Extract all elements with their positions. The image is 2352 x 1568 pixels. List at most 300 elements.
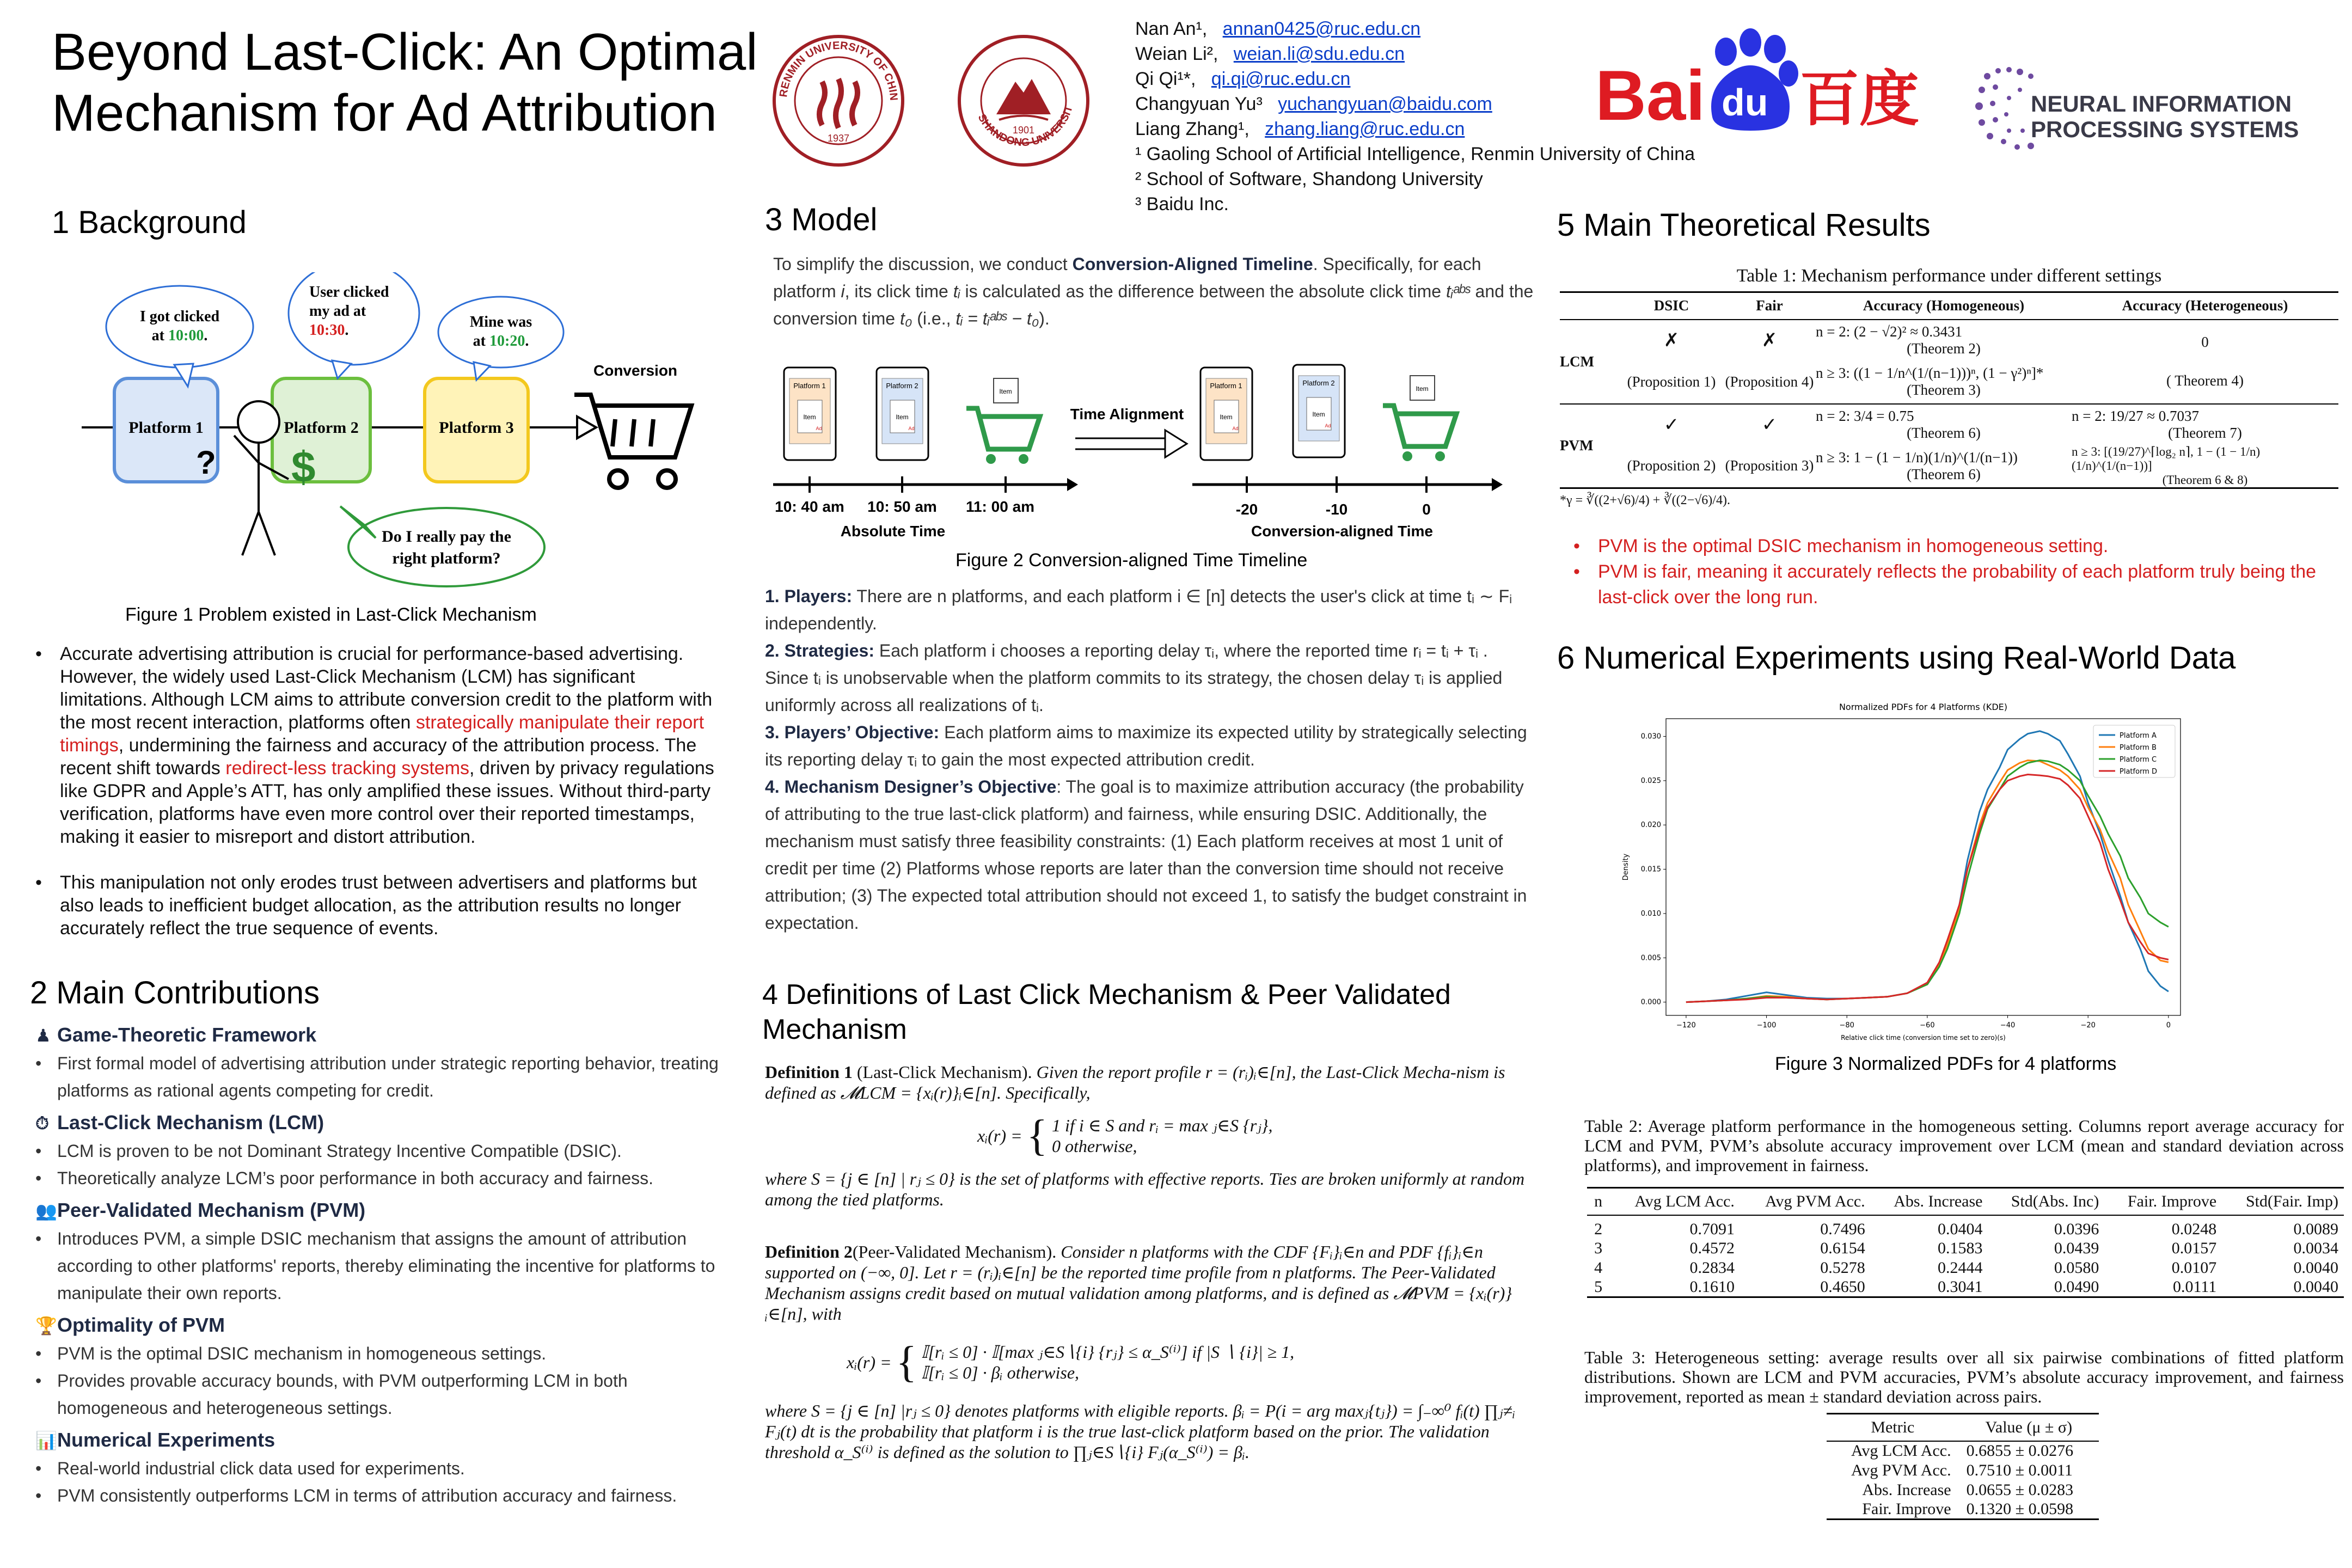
- text-span: is calculated as the difference between the absolute click time: [960, 281, 1446, 301]
- item-text: Each platform i chooses a reporting delay τᵢ, where the reported time rᵢ = tᵢ + τᵢ . Since tᵢ is unobservable when the platform commits to its strategy, the chosen delay τᵢ is applied uniformly across all realizations of tᵢ.: [765, 641, 1503, 715]
- pvm-dsic-ref: (Proposition 2): [1627, 457, 1716, 474]
- th-acc-het: Accuracy (Heterogeneous): [2122, 297, 2288, 314]
- contribution-icon: 🏆: [35, 1316, 57, 1336]
- fig1-platform-2: Platform 2: [284, 419, 359, 437]
- baidu-cn: 百度: [1799, 64, 1919, 134]
- def2-after: where S = {j ∈ [n] |rⱼ ≤ 0} denotes platforms with eligible reports. βᵢ = P(i = arg maxⱼ{tⱼ}) = ∫₋∞⁰ fᵢ(t) ∏ⱼ≠ᵢ Fⱼ(t) dt is the probability that platform i is the true last-click platform based on the prior. The validation threshold α_S⁽ⁱ⁾ is defined as the solution to ∏ⱼ∈S∖{i} Fⱼ(α_S⁽ⁱ⁾) = βᵢ.: [765, 1401, 1516, 1462]
- bubble4-line1: Do I really pay the: [382, 528, 511, 546]
- fig1-dollar-sign: $: [291, 443, 316, 491]
- table2-cell: 0.7091: [1689, 1220, 1735, 1238]
- sdu-logo: [955, 33, 1092, 169]
- bubble2-post: .: [345, 322, 349, 339]
- item-label: 1. Players:: [765, 586, 853, 606]
- th-dsic: DSIC: [1653, 297, 1689, 314]
- contribution-item: • PVM is the optimal DSIC mechanism in homogeneous settings.: [57, 1340, 727, 1367]
- table2-cell: 0.4650: [1820, 1277, 1865, 1296]
- chart-xtick-label: 0: [2166, 1021, 2171, 1030]
- fig1-platform-3: Platform 3: [439, 419, 514, 437]
- table2-row: [1587, 1278, 2344, 1297]
- baidu-bai: Bai: [1595, 56, 1706, 135]
- baidu-du: du: [1722, 81, 1768, 124]
- def1-eq-case-2: 0 otherwise,: [1052, 1136, 1137, 1156]
- contribution-heading: [35, 1108, 727, 1137]
- contribution-heading: [35, 1196, 727, 1225]
- fig2-item-label: Item: [999, 388, 1012, 395]
- background-heading: 1 Background: [52, 205, 247, 240]
- text-span: . Specifically, for each platform: [773, 254, 1481, 301]
- cell-text: n ≥ 3: 1 − (1 − 1/n)(1/n)^(1/(n−1)): [1816, 449, 2018, 465]
- table2-cell: 0.2444: [1937, 1258, 1983, 1277]
- chart-title: Normalized PDFs for 4 Platforms (KDE): [1839, 702, 2008, 712]
- poster-title: [52, 22, 759, 144]
- cart-right-icon: [1383, 376, 1456, 461]
- highlight-redirect-less: redirect-less tracking systems: [225, 758, 470, 779]
- table3-header: Metric: [1871, 1418, 1915, 1436]
- phone-platform-2-right: [1293, 365, 1345, 457]
- contribution-item: • Introduces PVM, a simple DSIC mechanism that assigns the amount of attribution according to other platforms' reports, thereby eliminating the incentive for platforms to manipulate their own reports.: [57, 1225, 727, 1307]
- cell-ref: (Theorem 6 & 8): [2162, 473, 2248, 487]
- fig2-ad-label: Ad: [1325, 423, 1331, 428]
- cell-text: 0: [2201, 334, 2209, 350]
- affiliation-1: ¹ Gaoling School of Artificial Intelligence, Renmin University of China: [1135, 144, 1695, 164]
- theory-bullet-2: • PVM is fair, meaning it accurately reflects the probability of each platform truly being the last-click over the long run.: [1598, 559, 2341, 610]
- ruc-logo: [770, 33, 906, 169]
- lcm-dsic-mark: ✗: [1663, 330, 1680, 351]
- cell-text: n = 2: 19/27 ≈ 0.7037: [2072, 407, 2200, 424]
- model-intro: [773, 250, 1535, 332]
- fig2-rel-time-1: -20: [1235, 501, 1258, 518]
- contribution-title: Last-Click Mechanism (LCM): [57, 1111, 324, 1134]
- math-span: i: [841, 281, 845, 301]
- table3-cell: Abs. Increase: [1862, 1480, 1951, 1499]
- definitions-heading-line-2: Mechanism: [762, 1014, 907, 1045]
- text-span: , its click time: [844, 281, 953, 301]
- table2-cell: 0.0490: [2054, 1277, 2099, 1296]
- brace: {: [896, 1338, 917, 1386]
- sdu-logo-year: 1901: [1012, 125, 1035, 136]
- lcm-dsic-ref: (Proposition 1): [1627, 373, 1716, 390]
- contribution-heading: [35, 1426, 727, 1455]
- chart-legend-label: Platform A: [2120, 732, 2157, 740]
- figure-3-caption: Figure 3 Normalized PDFs for 4 platforms: [1775, 1054, 2117, 1074]
- def2-equation: [847, 1340, 1543, 1384]
- baidu-logo: [1595, 22, 1933, 142]
- table3-row: [1827, 1500, 2099, 1520]
- chart-series-platform-c: [1686, 761, 2169, 1002]
- table2-cell: 0.0439: [2054, 1239, 2099, 1257]
- chart-legend-label: Platform B: [2120, 744, 2157, 752]
- bubble1-line1: I got clicked: [139, 308, 220, 325]
- contribution-heading: [35, 1021, 727, 1050]
- fig2-abs-time-3: 11: 00 am: [965, 498, 1035, 515]
- svg-text:at 10:00.: [152, 327, 208, 344]
- def1-name: (Last-Click Mechanism).: [856, 1062, 1032, 1082]
- table2-cell: 0.0157: [2171, 1239, 2217, 1257]
- affiliation-2: ² School of Software, Shandong University: [1135, 169, 1483, 189]
- definition-1: [765, 1062, 1543, 1210]
- experiments-heading: 6 Numerical Experiments using Real-World Data: [1557, 640, 2236, 676]
- table3-cell: Avg LCM Acc.: [1851, 1442, 1951, 1460]
- math-span: tᵢᵃᵇˢ: [1445, 281, 1471, 301]
- lcm-hom-2: [1816, 360, 2072, 404]
- table2-cell: 0.1610: [1689, 1277, 1735, 1296]
- text-span: (i.e.,: [912, 309, 956, 328]
- fig2-plat2-label: Platform 2: [1302, 379, 1335, 387]
- table-1-footnote: *γ = ∛((2+√6)/4) + ∛((2−√6)/4).: [1560, 493, 1730, 507]
- table2-cell: 0.0040: [2293, 1258, 2338, 1277]
- text-span: , driven by privacy regulations like GDPR and Apple’s ATT, has only amplified these issues. Without third-party verification, platforms have even more control over their reported timestamps, making it easier to misreport and distort attribution.: [60, 758, 714, 847]
- contribution-item: • LCM is proven to be not Dominant Strategy Incentive Compatible (DSIC).: [57, 1137, 727, 1165]
- def1-title: Definition 1: [765, 1062, 853, 1082]
- shopping-cart-icon: [574, 395, 691, 488]
- fig2-rel-time-3: 0: [1422, 501, 1431, 518]
- pvm-fair-mark: ✓: [1761, 414, 1778, 435]
- table2-cell: 0.0396: [2054, 1220, 2099, 1238]
- bubble4-line2: right platform?: [392, 549, 501, 567]
- figure-1: [71, 272, 724, 588]
- title-line-2: Mechanism for Ad Attribution: [52, 84, 717, 142]
- model-item-players: [765, 583, 1527, 637]
- def1-after: where S = {j ∈ [n] | rⱼ ≤ 0} is the set of platforms with effective reports. Ties are broken uniformly at random among the tied platforms.: [765, 1169, 1525, 1209]
- phone-platform-2-left: [877, 367, 928, 460]
- contribution-item: • Provides provable accuracy bounds, with PVM outperforming LCM in both homogeneous and heterogeneous settings.: [57, 1367, 727, 1422]
- lcm-hom-1: [1816, 320, 2072, 360]
- author-email-link[interactable]: yuchangyuan@baidu.com: [1278, 94, 1492, 114]
- table2-cell: 0.0580: [2054, 1258, 2099, 1277]
- kde-chart: [1612, 697, 2189, 1045]
- contributions-list: [35, 1021, 727, 1509]
- lcm-het: [2072, 320, 2338, 404]
- figure-1-caption: Figure 1 Problem existed in Last-Click Mechanism: [125, 604, 537, 625]
- fig2-plat2-label: Platform 2: [886, 382, 918, 390]
- table3-cell: Avg PVM Acc.: [1851, 1461, 1951, 1479]
- cell-ref: (Theorem 3): [1907, 382, 1981, 398]
- def1-eq-case-1: 1 if i ∈ S and rᵢ = max ⱼ∈S {rⱼ},: [1052, 1116, 1273, 1135]
- def1-text: Given the report profile r = (rᵢ)ᵢ∈[n], the Last-Click Mecha-nism is defined as 𝓜LCM = {xᵢ(r)}ᵢ∈[n]. Specifically,: [765, 1062, 1505, 1102]
- cell-ref: (Theorem 6): [1907, 465, 1981, 482]
- table2-header: Std(Fair. Imp): [2246, 1192, 2338, 1210]
- chart-xtick-label: −100: [1756, 1021, 1777, 1030]
- contribution-item: • First formal model of advertising attribution under strategic reporting behavior, treating platforms as rational agents competing for credit.: [57, 1050, 727, 1104]
- bubble3-post: .: [525, 333, 529, 350]
- chart-xlabel: Relative click time (conversion time set to zero)(s): [1841, 1034, 2006, 1042]
- bubble1-post: .: [204, 327, 208, 344]
- pvm-fair-ref: (Proposition 3): [1725, 457, 1814, 474]
- chart-ytick-label: 0.010: [1640, 909, 1661, 918]
- table2-row: [1587, 1239, 2344, 1258]
- author-email-link[interactable]: qi.qi@ruc.edu.cn: [1211, 69, 1351, 89]
- table3-row: [1827, 1480, 2099, 1500]
- bold-span: Conversion-Aligned Timeline: [1072, 254, 1313, 274]
- table2-header: Avg PVM Acc.: [1765, 1192, 1865, 1210]
- definitions-heading-line-1: 4 Definitions of Last Click Mechanism & Peer Validated: [762, 979, 1451, 1010]
- fig2-ad-label: Ad: [1232, 426, 1239, 431]
- def2-name: (Peer-Validated Mechanism).: [852, 1242, 1057, 1261]
- text-span: , undermining the fairness and accuracy of the attribution process. The recent shift towards: [60, 735, 697, 779]
- pvm-hom-1: [1816, 404, 2072, 445]
- chart-xtick-label: −120: [1676, 1021, 1696, 1030]
- table2-header: Fair. Improve: [2127, 1192, 2217, 1210]
- item-text: There are n platforms, and each platform i ∈ [n] detects the user's click at time tᵢ ∼ Fᵢ independently.: [765, 586, 1512, 633]
- chart-ylabel: Density: [1622, 853, 1630, 881]
- contribution-title: Game-Theoretic Framework: [57, 1024, 317, 1046]
- def2-eq-case-2: 𝕀[rᵢ ≤ 0] · βᵢ otherwise,: [921, 1363, 1080, 1382]
- bubble2-line1: User clicked: [309, 284, 389, 301]
- fig2-abs-time-1: 10: 40 am: [775, 498, 844, 515]
- math-span: tᵢ = tᵢᵃᵇˢ − t₀: [955, 309, 1039, 328]
- item-text: : The goal is to maximize attribution accuracy (the probability of attributing to the true last-click platform) and fairness, while ensuring DSIC. Additionally, the mechanism must satisfy three feasibility constraints: (1) Each platform receives at most 1 unit of credit per time (2) Platforms whose reports are later than the conversion time should not receive attribution; (3) The expected total attribution should not exceed 1, to satisfy the budget constraint in expectation.: [765, 777, 1527, 933]
- fig1-platform-1: Platform 1: [128, 419, 204, 437]
- contribution-item: • Theoretically analyze LCM’s poor performance in both accuracy and fairness.: [57, 1165, 727, 1192]
- lcm-fair-mark: ✗: [1761, 330, 1778, 351]
- ruc-logo-text: RENMIN UNIVERSITY OF CHIN: [777, 39, 900, 101]
- ruc-logo-year: 1937: [827, 133, 850, 144]
- row-pvm-name: PVM: [1560, 437, 1594, 454]
- fig2-plat1-label: Platform 1: [793, 382, 826, 390]
- bubble2-time: 10:30: [309, 322, 345, 339]
- pvm-dsic-mark: ✓: [1663, 414, 1680, 435]
- contribution-item: • PVM consistently outperforms LCM in terms of attribution accuracy and fairness.: [57, 1482, 727, 1509]
- fig2-item-label: Item: [1220, 413, 1233, 421]
- chart-xtick-label: −20: [2080, 1021, 2096, 1030]
- item-text: Each platform aims to maximize its expected utility by strategically selecting its reporting delay τᵢ to gain the most expected attribution credit.: [765, 722, 1527, 769]
- pvm-het-2: [2072, 445, 2338, 488]
- author-email-link[interactable]: weian.li@sdu.edu.cn: [1233, 44, 1405, 64]
- fig2-abs-label: Absolute Time: [840, 523, 946, 540]
- table2-cell: 0.0248: [2171, 1220, 2217, 1238]
- cell-text: n ≥ 3: [(19/27)^⌈log₂ n⌉, 1 − (1 − 1/n)(1/n)^(1/(n−1))]: [2072, 444, 2261, 473]
- cell-text: n ≥ 3: ((1 − 1/n^(1/(n−1)))ⁿ, (1 − γ²)ⁿ]*: [1816, 365, 2044, 381]
- background-text: [30, 642, 721, 940]
- table3-cell: 0.6855 ± 0.0276: [1966, 1442, 2074, 1460]
- chart-xtick-label: −60: [1920, 1021, 1935, 1030]
- contribution-title: Optimality of PVM: [57, 1314, 225, 1336]
- model-heading: 3 Model: [765, 202, 878, 237]
- table2-cell: 0.0040: [2293, 1277, 2338, 1296]
- highlight-manipulate: strategically manipulate their report timings: [60, 712, 705, 756]
- cell-text: n = 2: (2 − √2)² ≈ 0.3431: [1816, 323, 1963, 340]
- chart-legend-label: Platform C: [2120, 756, 2157, 764]
- cell-ref: ( Theorem 4): [2166, 372, 2244, 389]
- contribution-icon: ⏱: [35, 1113, 49, 1133]
- theory-bullets: [1568, 534, 2341, 610]
- table2-cell: 0.0107: [2171, 1258, 2217, 1277]
- phone-platform-1-left: [784, 367, 836, 460]
- definition-2-text: [765, 1241, 1543, 1324]
- cart-left-icon: [966, 378, 1040, 464]
- table-1-caption: Table 1: Mechanism performance under different settings: [1736, 266, 2162, 286]
- item-label: 4. Mechanism Designer’s Objective: [765, 777, 1057, 797]
- bubble3-line1: Mine was: [469, 314, 532, 330]
- def1-eq-lhs: xᵢ(r) =: [977, 1126, 1022, 1146]
- table3-cell: 0.0655 ± 0.0283: [1966, 1480, 2074, 1499]
- fig2-item-label: Item: [1312, 411, 1325, 418]
- contribution-heading: [35, 1311, 727, 1340]
- text-span: and the conversion time: [773, 281, 1534, 328]
- item-label: 3. Players’ Objective:: [765, 722, 940, 742]
- table2-header: Avg LCM Acc.: [1634, 1192, 1735, 1210]
- def2-eq-lhs: xᵢ(r) =: [847, 1352, 892, 1372]
- table2-cell: 2: [1594, 1220, 1603, 1238]
- model-item-designer: [765, 773, 1527, 936]
- definitions-heading: [762, 977, 1552, 1047]
- bubble2-line2: my ad at: [309, 303, 366, 320]
- table2-cell: 0.0034: [2293, 1239, 2338, 1257]
- contribution-icon: 👥: [35, 1201, 57, 1221]
- table3-header: Value (μ ± σ): [1985, 1418, 2073, 1436]
- table2-cell: 5: [1594, 1277, 1603, 1296]
- table2-cell: 0.3041: [1937, 1277, 1983, 1296]
- chart-ytick-label: 0.005: [1640, 954, 1661, 963]
- fig2-rel-time-2: -10: [1325, 501, 1348, 518]
- lcm-fair-ref: (Proposition 4): [1725, 373, 1814, 390]
- table2-header: n: [1594, 1192, 1603, 1210]
- svg-text:at 10:20.: [473, 333, 529, 350]
- table2-cell: 0.0089: [2293, 1220, 2338, 1238]
- cell-ref: (Theorem 6): [1907, 424, 1981, 441]
- author-name: Liang Zhang¹,: [1135, 119, 1250, 139]
- contribution-item: • Real-world industrial click data used for experiments.: [57, 1455, 727, 1482]
- table3-row: [1827, 1461, 2099, 1480]
- definition-1-text: [765, 1062, 1543, 1103]
- neurips-logo: [1965, 60, 2319, 163]
- th-fair: Fair: [1756, 297, 1783, 314]
- figure-2: [773, 362, 1535, 542]
- fig2-item-label: Item: [1416, 385, 1429, 393]
- table2-cell: 0.1583: [1937, 1239, 1983, 1257]
- table-3-caption: Table 3: Heterogeneous setting: average results over all six pairwise combinations of fitted platform distributions. Shown are LCM and PVM accuracies, PVM’s absolute accuracy improvement, and fairness improvement, reported as mean ± standard deviation across pairs.: [1584, 1347, 2344, 1406]
- cell-ref: (Theorem 7): [2168, 424, 2242, 441]
- table2-cell: 0.2834: [1689, 1258, 1735, 1277]
- chart-xtick-label: −40: [2000, 1021, 2016, 1030]
- chart-ytick-label: 0.000: [1640, 998, 1661, 1007]
- bubble3-pre: at: [473, 333, 489, 350]
- cell-text: n = 2: 3/4 = 0.75: [1816, 407, 1914, 424]
- math-span: tᵢ: [953, 281, 960, 301]
- th-acc-hom: Accuracy (Homogeneous): [1863, 297, 2025, 314]
- text-span: ).: [1039, 309, 1050, 328]
- text-span: To simplify the discussion, we conduct: [773, 254, 1073, 274]
- neurips-line-1: NEURAL INFORMATION: [2031, 91, 2292, 117]
- author-name: Nan An¹,: [1135, 19, 1208, 39]
- table2-cell: 0.5278: [1820, 1258, 1865, 1277]
- definition-2: [765, 1241, 1543, 1462]
- table2-header: Abs. Increase: [1894, 1192, 1983, 1210]
- def2-text: Consider n platforms with the CDF {Fᵢ}ᵢ∈n and PDF {fᵢ}ᵢ∈n supported on (−∞, 0]. Let r = (rᵢ)ᵢ∈[n] be the reported time profile from n platforms. The Peer-Validated Mechanism assigns credit based on mutual validation among platforms, and is defined as 𝓜PVM = {xᵢ(r)}ᵢ∈[n], with: [765, 1242, 1512, 1324]
- theory-bullet-1: • PVM is the optimal DSIC mechanism in homogeneous setting.: [1598, 534, 2341, 559]
- chart-ytick-label: 0.025: [1640, 776, 1661, 785]
- fig1-conversion-label: Conversion: [593, 362, 678, 379]
- fig2-item-label: Item: [803, 413, 816, 421]
- contributions-heading: 2 Main Contributions: [30, 975, 320, 1010]
- th-empty: [1560, 292, 1620, 320]
- table2-cell: 0.0404: [1937, 1220, 1983, 1238]
- fig2-plat1-label: Platform 1: [1210, 382, 1242, 390]
- contribution-title: Numerical Experiments: [57, 1429, 275, 1451]
- author-name: Qi Qi¹*,: [1135, 69, 1196, 89]
- background-para-2: • This manipulation not only erodes trust between advertisers and platforms but also leads to inefficient budget allocation, as the attribution results no longer accurately reflect the true sequence of events.: [60, 871, 721, 940]
- table2-cell: 3: [1594, 1239, 1603, 1257]
- chart-series-platform-b: [1686, 761, 2169, 1002]
- cell-ref: (Theorem 2): [1907, 340, 1981, 357]
- table3-row: [1827, 1441, 2099, 1461]
- table-1: [1560, 291, 2338, 508]
- model-items: [765, 583, 1527, 936]
- table2-row: [1587, 1258, 2344, 1278]
- fig2-ad-label: Ad: [908, 426, 915, 431]
- author-email-link[interactable]: annan0425@ruc.edu.cn: [1222, 19, 1421, 39]
- fig1-question-mark: ?: [196, 444, 216, 481]
- table2-cell: 0.0111: [2172, 1277, 2217, 1296]
- sdu-logo-text: SHANDONG UNIVERSIT: [975, 104, 1075, 149]
- svg-text:10:30.: [309, 322, 348, 339]
- model-item-objective: [765, 719, 1527, 773]
- fig2-ad-label: Ad: [816, 426, 822, 431]
- table2-cell: 4: [1594, 1258, 1603, 1277]
- table2-header: Std(Abs. Inc): [2011, 1192, 2099, 1210]
- fig2-abs-time-2: 10: 50 am: [867, 498, 937, 515]
- table-3: [1827, 1413, 2099, 1520]
- pvm-hom-2: [1816, 445, 2072, 488]
- fig2-item-label: Item: [896, 413, 909, 421]
- table-2: [1587, 1187, 2344, 1298]
- figure-3-chart: [1612, 697, 2189, 1045]
- item-label: 2. Strategies:: [765, 641, 874, 660]
- title-line-1: Beyond Last-Click: An Optimal: [52, 23, 758, 81]
- author-email-link[interactable]: zhang.liang@ruc.edu.cn: [1265, 119, 1465, 139]
- bubble3-time: 10:20: [489, 333, 525, 350]
- contribution-icon: 📊: [35, 1431, 57, 1450]
- bubble1-time: 10:00: [168, 327, 204, 344]
- text-span: Accurate advertising attribution is crucial for performance-based advertising. However, the widely used Last-Click Mechanism (LCM) has significant limitations. Although LCM aims to attribute conversion credit to the platform with the most recent interaction, platforms often: [60, 644, 713, 733]
- math-span: t₀: [899, 309, 912, 328]
- def2-eq-case-1: 𝕀[rᵢ ≤ 0] · 𝕀[max ⱼ∈S∖{i} {rⱼ} ≤ α_S⁽ⁱ⁾] if |S ∖ {i}| ≥ 1,: [921, 1342, 1295, 1362]
- neurips-line-2: PROCESSING SYSTEMS: [2031, 117, 2299, 142]
- row-lcm-name: LCM: [1560, 353, 1594, 370]
- phone-platform-1-right: [1200, 367, 1252, 460]
- pvm-het-1: [2072, 404, 2338, 445]
- chart-ytick-label: 0.020: [1640, 821, 1661, 830]
- fig2-rel-label: Conversion-aligned Time: [1251, 523, 1433, 540]
- table2-cell: 0.6154: [1820, 1239, 1865, 1257]
- table2-row: [1587, 1215, 2344, 1239]
- table-2-caption: Table 2: Average platform performance in the homogeneous setting. Columns report average accuracy for LCM and PVM, PVM’s absolute accuracy improvement over LCM (mean and standard deviation across platforms), and improvement in fairness.: [1584, 1116, 2344, 1175]
- table3-cell: 0.1320 ± 0.0598: [1966, 1499, 2074, 1518]
- chart-ytick-label: 0.015: [1640, 865, 1661, 874]
- table2-cell: 0.7496: [1820, 1220, 1865, 1238]
- brace: {: [1026, 1112, 1048, 1160]
- theory-heading: 5 Main Theoretical Results: [1557, 207, 1931, 243]
- contribution-icon: ♟: [35, 1026, 51, 1045]
- author-name: Weian Li²,: [1135, 44, 1218, 64]
- table2-cell: 0.4572: [1689, 1239, 1735, 1257]
- affiliation-3: ³ Baidu Inc.: [1135, 194, 1229, 215]
- table3-cell: 0.7510 ± 0.0011: [1966, 1461, 2073, 1479]
- def1-equation: [977, 1112, 1543, 1160]
- bubble1-pre: at: [151, 327, 168, 344]
- figure-2-caption: Figure 2 Conversion-aligned Time Timeline: [955, 550, 1308, 571]
- chart-legend-label: Platform D: [2120, 768, 2157, 776]
- author-name: Changyuan Yu³: [1135, 94, 1263, 114]
- fig2-align-label: Time Alignment: [1070, 406, 1184, 422]
- def2-title: Definition 2: [765, 1242, 853, 1261]
- contribution-title: Peer-Validated Mechanism (PVM): [57, 1199, 366, 1221]
- table3-cell: Fair. Improve: [1862, 1499, 1951, 1518]
- background-para-1: [60, 642, 721, 848]
- chart-ytick-label: 0.030: [1640, 732, 1661, 741]
- model-item-strategies: [765, 637, 1527, 719]
- chart-xtick-label: −80: [1839, 1021, 1854, 1030]
